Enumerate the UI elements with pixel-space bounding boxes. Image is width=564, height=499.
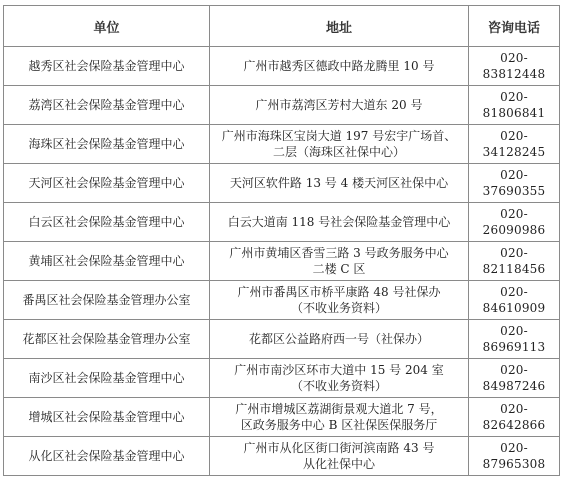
address-cell [210, 437, 469, 476]
address-line: 广州市增城区荔湖街景观大道北 7 号， [235, 402, 443, 416]
address-line: 广州市番禺区市桥平康路 48 号社保办 [237, 285, 441, 299]
address-cell [210, 281, 469, 320]
unit-cell: 天河区社会保险基金管理中心 [4, 164, 210, 203]
table-row [4, 125, 560, 164]
table-row [4, 437, 560, 476]
phone-cell: 020-34128245 [469, 125, 560, 164]
phone-cell: 020-83812448 [469, 47, 560, 86]
header-unit: 单位 [4, 6, 210, 47]
table-row [4, 398, 560, 437]
phone-cell: 020-82642866 [469, 398, 560, 437]
address-cell [210, 86, 469, 125]
address-line: 天河区软件路 13 号 4 楼天河区社保中心 [229, 176, 449, 190]
address-cell [210, 398, 469, 437]
table-row [4, 47, 560, 86]
address-cell [210, 320, 469, 359]
address-line: 广州市荔湾区芳村大道东 20 号 [255, 98, 423, 112]
phone-cell: 020-26090986 [469, 203, 560, 242]
table-row [4, 203, 560, 242]
table-row [4, 242, 560, 281]
address-line: 从化社保中心 [302, 457, 375, 471]
phone-cell: 020-81806841 [469, 86, 560, 125]
address-line: 花都区公益路府西一号（社保办） [248, 332, 429, 346]
address-line: 区政务服务中心 B 区社保医保服务厅 [240, 418, 438, 432]
header-address: 地址 [210, 6, 469, 47]
unit-cell: 海珠区社会保险基金管理中心 [4, 125, 210, 164]
phone-cell: 020-87965308 [469, 437, 560, 476]
address-line: 广州市南沙区环市大道中 15 号 204 室 [234, 363, 444, 377]
unit-cell: 番禺区社会保险基金管理办公室 [4, 281, 210, 320]
header-phone: 咨询电话 [469, 6, 560, 47]
unit-cell: 南沙区社会保险基金管理中心 [4, 359, 210, 398]
address-line: 广州市越秀区德政中路龙腾里 10 号 [243, 59, 435, 73]
address-cell [210, 242, 469, 281]
phone-cell: 020-37690355 [469, 164, 560, 203]
table-row [4, 359, 560, 398]
phone-cell: 020-84987246 [469, 359, 560, 398]
unit-cell: 增城区社会保险基金管理中心 [4, 398, 210, 437]
unit-cell: 从化区社会保险基金管理中心 [4, 437, 210, 476]
table-row [4, 164, 560, 203]
unit-cell: 花都区社会保险基金管理办公室 [4, 320, 210, 359]
address-line: 广州市黄埔区香雪三路 3 号政务服务中心 [229, 246, 449, 260]
address-cell [210, 359, 469, 398]
table-body [4, 47, 560, 476]
address-line: （不收业务资料） [290, 301, 387, 315]
unit-cell: 黄埔区社会保险基金管理中心 [4, 242, 210, 281]
address-line: 二楼 C 区 [312, 262, 366, 276]
address-cell [210, 203, 469, 242]
phone-cell: 020-84610909 [469, 281, 560, 320]
address-cell [210, 47, 469, 86]
unit-cell: 荔湾区社会保险基金管理中心 [4, 86, 210, 125]
phone-cell: 020-82118456 [469, 242, 560, 281]
table-row [4, 86, 560, 125]
table-row [4, 320, 560, 359]
unit-cell: 越秀区社会保险基金管理中心 [4, 47, 210, 86]
address-line: 白云大道南 118 号社会保险基金管理中心 [227, 215, 451, 229]
address-line: 广州市海珠区宝岗大道 197 号宏宇广场首、 [221, 129, 457, 143]
social-insurance-contact-table [3, 5, 560, 476]
table-row [4, 281, 560, 320]
unit-cell: 白云区社会保险基金管理中心 [4, 203, 210, 242]
address-cell [210, 125, 469, 164]
address-line: 广州市从化区街口街河滨南路 43 号 [243, 441, 435, 455]
address-line: （不收业务资料） [290, 379, 387, 393]
address-line: 二层（海珠区社保中心） [272, 145, 405, 159]
table-header-row [4, 6, 560, 47]
address-cell [210, 164, 469, 203]
phone-cell: 020-86969113 [469, 320, 560, 359]
